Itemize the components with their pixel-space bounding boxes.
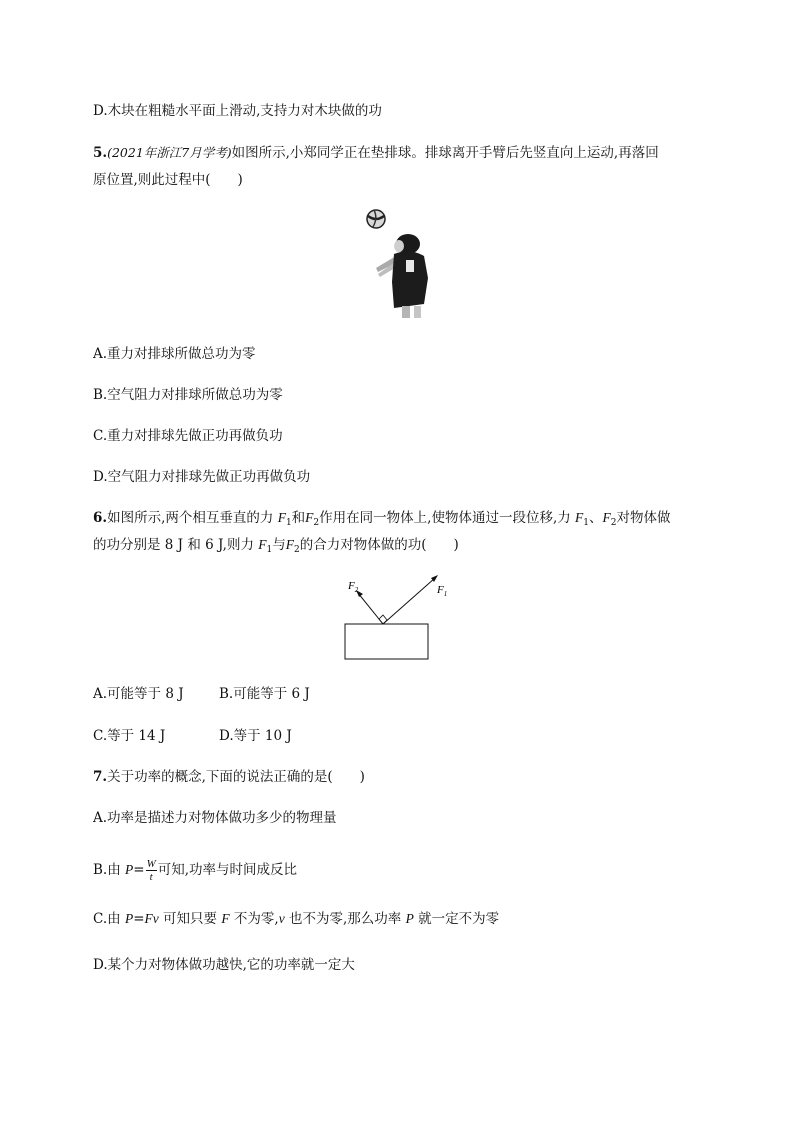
- q7-c-var: P: [124, 911, 134, 926]
- q5-option-b: B.空气阻力对排球所做总功为零: [93, 387, 283, 403]
- q7-c-var: v: [278, 911, 285, 926]
- volleyball-player-figure: [364, 208, 436, 318]
- q5-number: 5.: [93, 145, 108, 161]
- q7-b-var: P: [125, 862, 134, 877]
- q5-option-a: A.重力对排球所做总功为零: [93, 346, 256, 362]
- q6-var-f: F: [285, 537, 294, 552]
- q6-stem-line1: [93, 508, 671, 533]
- q7-c-text: =: [133, 911, 145, 927]
- q6-stem-text: 的合力对物体做的功( ): [299, 537, 459, 553]
- q7-b-text: B.由: [93, 862, 126, 878]
- q6-var-f: F: [305, 510, 314, 525]
- q7-c-var: P: [405, 911, 414, 926]
- q7-option-c: [93, 909, 499, 929]
- q4-option-d: D.木块在粗糙水平面上滑动,支持力对木块做的功: [93, 103, 382, 119]
- q6-stem-line2: [93, 535, 459, 560]
- q5-stem-text1: 如图所示,小郑同学正在垫排球。排球离开手臂后先竖直向上运动,再落回: [231, 145, 659, 161]
- q6-sub: 2: [313, 518, 320, 528]
- q7-number: 7.: [93, 769, 108, 785]
- q6-number: 6.: [93, 510, 108, 526]
- q6-sub: 1: [266, 545, 273, 555]
- q6-sub: 1: [583, 518, 590, 528]
- q6-stem-text: 和: [291, 510, 306, 526]
- force-diagram: [340, 573, 450, 663]
- label-f2: $F_2$: [348, 580, 359, 594]
- q6-stem-text: 如图所示,两个相互垂直的力: [107, 510, 278, 526]
- q6-option-b: B.可能等于 6 J: [219, 686, 310, 702]
- q6-var-f: F: [277, 510, 286, 525]
- q7-option-b: [93, 858, 297, 883]
- q6-option-d: D.等于 10 J: [219, 728, 292, 744]
- q7-c-text: 也不为零,那么功率: [284, 911, 406, 927]
- q7-c-text: C.由: [93, 911, 125, 927]
- q5-source: (2021年浙江7月学考): [107, 145, 232, 160]
- q7-option-d: D.某个力对物体做功越快,它的功率就一定大: [93, 957, 355, 973]
- q5-stem-line1: [93, 143, 659, 163]
- q7-c-text: 就一定不为零: [413, 911, 500, 927]
- q7-option-a: A.功率是描述力对物体做功多少的物理量: [93, 810, 337, 826]
- q6-sub: 2: [293, 545, 300, 555]
- q6-stem-text: 作用在同一物体上,使物体通过一段位移,力: [319, 510, 576, 526]
- q5-option-c: C.重力对排球先做正功再做负功: [93, 428, 283, 444]
- q6-sub: 2: [610, 518, 617, 528]
- q7-stem: [93, 767, 365, 787]
- q6-var-f: F: [258, 537, 267, 552]
- q5-stem-line2: 原位置,则此过程中( ): [93, 172, 243, 188]
- q7-b-text: 可知,功率与时间成反比: [157, 862, 298, 878]
- block: [345, 624, 428, 659]
- q7-b-text: =: [133, 862, 145, 878]
- right-angle-mark: [379, 615, 387, 624]
- q6-stem-text: 对物体做: [616, 510, 671, 526]
- q7-c-text: 可知只要: [158, 911, 222, 927]
- f1-arrow: [383, 578, 435, 624]
- q6-option-c: C.等于 14 J: [93, 728, 166, 744]
- denominator: t: [149, 871, 153, 883]
- q6-stem-text: 、: [589, 510, 603, 526]
- q7-c-var: F: [221, 911, 230, 926]
- q6-stem-text: 的功分别是 8 J 和 6 J,则力: [93, 537, 259, 553]
- q7-c-text: 不为零,: [229, 911, 279, 927]
- label-f1: $F_1$: [437, 584, 448, 598]
- q6-var-f: F: [602, 510, 611, 525]
- q6-sub: 1: [285, 518, 292, 528]
- q7-c-var: Fv: [144, 911, 159, 926]
- q6-stem-text: 与: [272, 537, 286, 553]
- q7-stem-text: 关于功率的概念,下面的说法正确的是( ): [107, 769, 365, 785]
- q6-option-a: A.可能等于 8 J: [93, 686, 184, 702]
- fraction-w-over-t: [146, 858, 157, 883]
- q5-option-d: D.空气阻力对排球先做正功再做负功: [93, 469, 311, 485]
- q6-var-f: F: [575, 510, 584, 525]
- numerator: W: [146, 858, 156, 870]
